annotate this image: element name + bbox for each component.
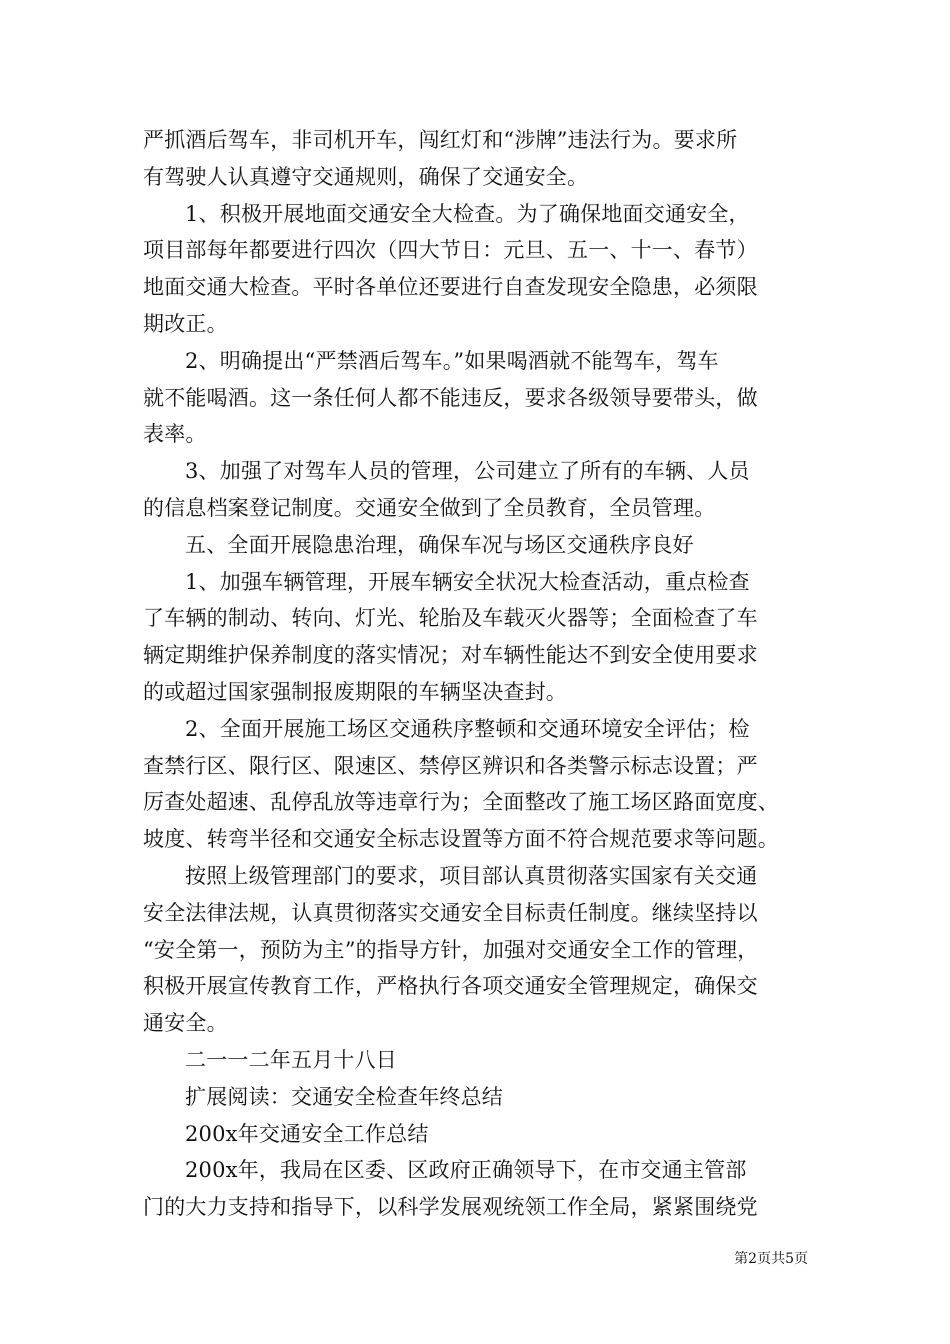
paragraph-no-drunk-driving (143, 343, 813, 453)
text-line: 二一一二年五月十八日 (185, 1047, 397, 1072)
text-line: 查禁行区、限行区、限速区、禁停区辨识和各类警示标志设置；严 (143, 753, 758, 778)
text-line: 2、明确提出“严禁酒后驾车。”如果喝酒就不能驾车，驾车 (185, 348, 719, 373)
text-line: 通安全。 (143, 1011, 228, 1036)
text-line: 3、加强了对驾车人员的管理，公司建立了所有的车辆、人员 (185, 459, 750, 484)
paragraph-vehicle-management (143, 564, 813, 711)
text-line: 厉查处超速、乱停乱放等违章行为；全面整改了施工场区路面宽度、 (143, 790, 779, 815)
text-line: “安全第一，预防为主”的指导方针，加强对交通安全工作的管理， (143, 937, 759, 962)
text-line: 扩展阅读：交通安全检查年终总结 (185, 1084, 503, 1109)
paragraph-driver-management (143, 453, 813, 527)
text-line: 2、全面开展施工场区交通秩序整顿和交通环境安全评估；检 (185, 716, 750, 741)
text-line: 200x年交通安全工作总结 (185, 1121, 429, 1146)
extended-reading-heading (143, 1079, 813, 1116)
document-body (143, 122, 813, 1226)
text-line: 按照上级管理部门的要求，项目部认真贯彻落实国家有关交通 (185, 863, 758, 888)
text-line: 辆定期维护保养制度的落实情况；对车辆性能达不到安全使用要求 (143, 643, 758, 668)
text-line: 1、加强车辆管理，开展车辆安全状况大检查活动，重点检查 (185, 569, 750, 594)
text-line: 严抓酒后驾车，非司机开车，闯红灯和“涉牌”违法行为。要求所 (143, 128, 738, 152)
text-line: 坡度、转弯半径和交通安全标志设置等方面不符合规范要求等问题。 (143, 827, 779, 852)
paragraph-summary-intro (143, 1152, 813, 1226)
text-line: 积极开展宣传教育工作，严格执行各项交通安全管理规定，确保交 (143, 974, 758, 999)
text-line: 期改正。 (143, 311, 228, 336)
text-line: 安全法律法规，认真贯彻落实交通安全目标责任制度。继续坚持以 (143, 900, 758, 925)
paragraph-conclusion (143, 858, 813, 1042)
text-line: 五、全面开展隐患治理，确保车况与场区交通秩序良好 (185, 532, 694, 557)
text-line: 地面交通大检查。平时各单位还要进行自查发现安全隐患，必须限 (143, 275, 758, 300)
paragraph-drunk-driving-crackdown (143, 122, 813, 196)
paragraph-site-traffic-order (143, 711, 813, 858)
text-line: 200x年，我局在区委、区政府正确领导下，在市交通主管部 (185, 1158, 747, 1183)
text-line: 的或超过国家强制报废期限的车辆坚决查封。 (143, 679, 567, 704)
text-line: 表率。 (143, 422, 207, 447)
text-line: 1、积极开展地面交通安全大检查。为了确保地面交通安全， (185, 201, 750, 226)
text-line: 就不能喝酒。这一条任何人都不能违反，要求各级领导要带头，做 (143, 385, 758, 410)
summary-title (143, 1116, 813, 1153)
text-line: 门的大力支持和指导下，以科学发展观统领工作全局，紧紧围绕党 (143, 1195, 758, 1220)
text-line: 项目部每年都要进行四次（四大节日：元旦、五一、十一、春节） (143, 238, 758, 263)
document-date (143, 1042, 813, 1079)
section-heading-hazard-control (143, 527, 813, 564)
page-number-footer: 第2页共5页 (734, 1251, 808, 1267)
text-line: 的信息档案登记制度。交通安全做到了全员教育，全员管理。 (143, 495, 716, 520)
text-line: 了车辆的制动、转向、灯光、轮胎及车载灭火器等；全面检查了车 (143, 606, 758, 631)
paragraph-ground-traffic-inspection (143, 196, 813, 343)
text-line: 有驾驶人认真遵守交通规则，确保了交通安全。 (143, 164, 589, 189)
